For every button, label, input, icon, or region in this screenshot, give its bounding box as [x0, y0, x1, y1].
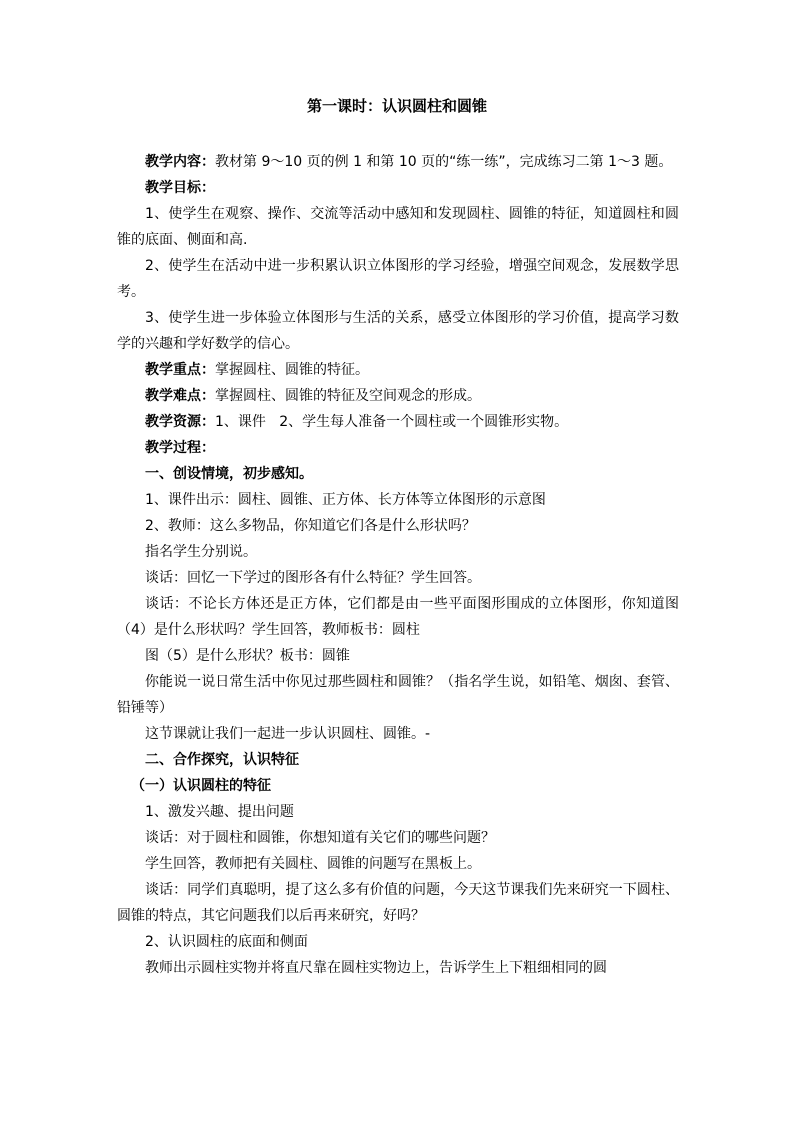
- subsection-1-heading: （一）认识圆柱的特征: [131, 778, 271, 794]
- teaching-key-paragraph: [117, 357, 679, 383]
- goal-item-2: 2、使学生在活动中进一步积累认识立体图形的学习经验，增强空间观念，发展数学思考。: [117, 258, 679, 300]
- section-1-line-5: 谈话：不论长方体还是正方体，它们都是由一些平面图形围成的立体图形，你知道图（4）是什么形状吗？学生回答，教师板书：圆柱: [117, 596, 679, 638]
- teaching-difficulty-label: 教学难点：: [145, 388, 215, 404]
- teaching-resources-label: 教学资源：: [145, 414, 215, 430]
- document-body: [117, 149, 679, 981]
- teaching-content-text: 教材第 9～10 页的例 1 和第 10 页的“练一练”，完成练习二第 1～3 题。: [215, 154, 673, 170]
- teaching-difficulty-paragraph: [117, 383, 679, 409]
- section-2-line-3: 学生回答，教师把有关圆柱、圆锥的问题写在黑板上。: [145, 856, 481, 872]
- teaching-difficulty-text: 掌握圆柱、圆锥的特征及空间观念的形成。: [215, 388, 481, 404]
- section-1-line-4: 谈话：回忆一下学过的图形各有什么特征？学生回答。: [145, 570, 481, 586]
- section-2-line-4: 谈话：同学们真聪明，提了这么多有价值的问题，今天这节课我们先来研究一下圆柱、圆锥的特点，其它问题我们以后再来研究，好吗？: [117, 882, 679, 924]
- teaching-key-label: 教学重点：: [145, 362, 215, 378]
- section-1-line-7: 你能说一说日常生活中你见过那些圆柱和圆锥？（指名学生说，如铅笔、烟囱、套管、铅锤等）: [117, 674, 679, 716]
- section-2-heading: 二、合作探究，认识特征: [145, 752, 299, 768]
- goal-item-3: 3、使学生进一步体验立体图形与生活的关系，感受立体图形的学习价值，提高学习数学的兴趣和学好数学的信心。: [117, 310, 679, 352]
- section-2-line-5: 2、认识圆柱的底面和侧面: [145, 934, 308, 950]
- teaching-resources-paragraph: [117, 409, 679, 435]
- section-2-line-1: 1、激发兴趣、提出问题: [145, 804, 294, 820]
- section-1-heading: 一、创设情境，初步感知。: [145, 466, 313, 482]
- section-1-line-3: 指名学生分别说。: [145, 544, 257, 560]
- section-1-line-6: 图（5）是什么形状？板书：圆锥: [145, 648, 350, 664]
- goal-item-1: 1、使学生在观察、操作、交流等活动中感知和发现圆柱、圆锥的特征，知道圆柱和圆锥的底面、侧面和高.: [117, 206, 679, 248]
- teaching-process-heading: 教学过程：: [145, 440, 215, 456]
- teaching-key-text: 掌握圆柱、圆锥的特征。: [215, 362, 369, 378]
- section-2-line-6: 教师出示圆柱实物并将直尺靠在圆柱实物边上，告诉学生上下粗细相同的圆: [145, 960, 607, 976]
- page-title: 第一课时：认识圆柱和圆锥: [306, 97, 487, 115]
- teaching-content-paragraph: [117, 149, 679, 175]
- section-2-line-2: 谈话：对于圆柱和圆锥，你想知道有关它们的哪些问题？: [145, 830, 495, 846]
- section-1-line-2: 2、教师：这么多物品，你知道它们各是什么形状吗？: [145, 518, 476, 534]
- section-1-line-8: 这节课就让我们一起进一步认识圆柱、圆锥。-: [145, 726, 431, 742]
- teaching-resources-text: 1、课件 2、学生每人准备一个圆柱或一个圆锥形实物。: [215, 414, 569, 430]
- teaching-goals-heading: 教学目标：: [145, 180, 215, 196]
- teaching-content-label: 教学内容：: [145, 154, 215, 170]
- section-1-line-1: 1、课件出示：圆柱、圆锥、正方体、长方体等立体图形的示意图: [145, 492, 546, 508]
